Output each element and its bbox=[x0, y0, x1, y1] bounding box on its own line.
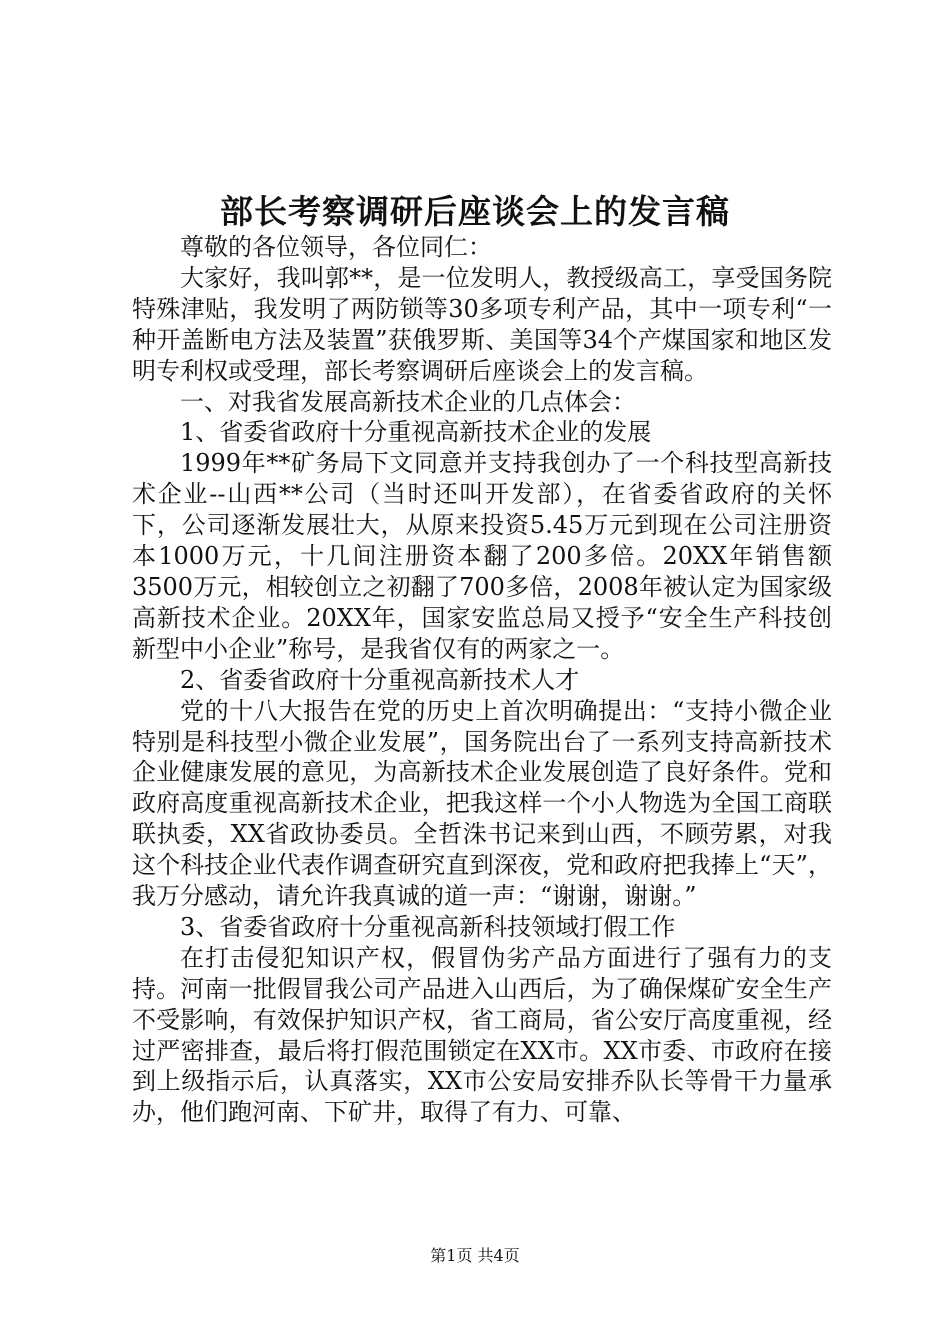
subsection-heading: 3、省委省政府十分重视高新科技领域打假工作 bbox=[180, 912, 676, 941]
body-paragraph: 在打击侵犯知识产权，假冒伪劣产品方面进行了强有力的支持。河南一批假冒我公司产品进入山西后，为了确保煤矿安全生产不受影响，有效保护知识产权，省工商局，省公安厅高度重视，经过严密排查，最后将打假范围锁定在XX市。XX市委、市政府在接到上级指示后，认真落实，XX市公安局安排乔队长等骨干力量承办，他们跑河南、下矿井，取得了有力、可靠、 bbox=[132, 943, 832, 1127]
document-body bbox=[132, 232, 832, 1128]
body-paragraph: 党的十八大报告在党的历史上首次明确提出：“支持小微企业特别是科技型小微企业发展”，国务院出台了一系列支持高新技术企业健康发展的意见，为高新技术企业发展创造了良好条件。党和政府高度重视高新技术企业，把我这样一个小人物选为全国工商联联执委，XX省政协委员。全哲洙书记来到山西，不顾劳累，对我这个科技企业代表作调查研究直到深夜，党和政府把我捧上“天”，我万分感动，请允许我真诚的道一声：“谢谢，谢谢。” bbox=[132, 696, 832, 911]
subsection-heading: 1、省委省政府十分重视高新技术企业的发展 bbox=[180, 418, 652, 447]
subsection-heading: 2、省委省政府十分重视高新技术人才 bbox=[180, 665, 580, 694]
section-heading: 一、对我省发展高新技术企业的几点体会： bbox=[180, 387, 636, 416]
salutation-paragraph: 尊敬的各位领导，各位同仁： bbox=[180, 233, 492, 261]
page-footer: 第1页 共4页 bbox=[430, 1246, 520, 1265]
body-paragraph: 1999年**矿务局下文同意并支持我创办了一个科技型高新技术企业--山西**公司（当时还叫开发部），在省委省政府的关怀下，公司逐渐发展壮大，从原来投资5.45万元到现在公司注册资本1000万元，十几间注册资本翻了200多倍。20XX年销售额3500万元，相较创立之初翻了700多倍，2008年被认定为国家级高新技术企业。20XX年，国家安监总局又授予“安全生产科技创新型中小企业”称号，是我省仅有的两家之一。 bbox=[132, 449, 832, 663]
document-title: 部长考察调研后座谈会上的发言稿 bbox=[220, 192, 730, 231]
intro-paragraph: 大家好，我叫郭**，是一位发明人，教授级高工，享受国务院特殊津贴，我发明了两防锁等30多项专利产品，其中一项专利“一种开盖断电方法及装置”获俄罗斯、美国等34个产煤国家和地区发明专利权或受理，部长考察调研后座谈会上的发言稿。 bbox=[132, 263, 832, 385]
